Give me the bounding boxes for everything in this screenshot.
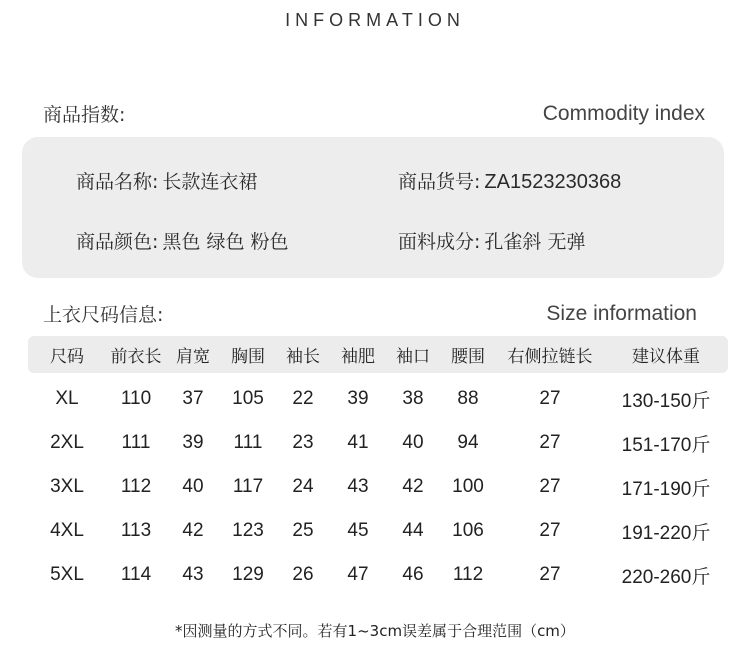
commodity-title-cn: 商品指数: <box>43 104 126 126</box>
table-cell: 27 <box>539 564 561 585</box>
commodity-info-panel <box>22 137 724 278</box>
product-name-field <box>76 167 257 194</box>
table-cell: 94 <box>457 432 479 453</box>
table-cell: 110 <box>120 388 152 409</box>
table-cell: 45 <box>347 520 369 541</box>
product-color-field <box>76 227 289 254</box>
product-fabric-value: 孔雀斜 无弹 <box>484 231 586 253</box>
table-cell: 44 <box>402 520 424 541</box>
table-row <box>28 465 728 509</box>
column-header: 袖长 <box>286 347 320 367</box>
table-cell: 43 <box>182 564 204 585</box>
size-title-cn: 上衣尺码信息: <box>43 304 164 326</box>
commodity-title-en: Commodity index <box>542 101 705 125</box>
page-title: INFORMATION <box>285 10 465 30</box>
product-sku-field <box>398 167 621 194</box>
table-cell: 5XL <box>50 564 84 585</box>
product-color-label: 商品颜色: <box>76 231 159 253</box>
column-header: 腰围 <box>451 347 485 367</box>
table-cell: 39 <box>347 388 369 409</box>
table-cell: 27 <box>539 520 561 541</box>
size-table-header-row <box>28 336 728 373</box>
table-cell: 100 <box>452 476 484 497</box>
table-cell: 25 <box>292 520 314 541</box>
table-cell: 114 <box>120 564 152 585</box>
commodity-section-header <box>43 100 705 127</box>
table-cell: 111 <box>233 432 263 453</box>
product-name-value: 长款连衣裙 <box>162 171 258 193</box>
table-cell: 47 <box>347 564 369 585</box>
table-cell: 191-220斤 <box>621 522 711 544</box>
table-cell: 171-190斤 <box>621 478 711 500</box>
table-cell: 123 <box>232 520 264 541</box>
product-name-label: 商品名称: <box>76 171 159 193</box>
table-row <box>28 421 728 465</box>
table-cell: 38 <box>402 388 424 409</box>
table-cell: 220-260斤 <box>621 566 711 588</box>
table-cell: 39 <box>182 432 204 453</box>
table-cell: 112 <box>452 564 484 585</box>
table-cell: XL <box>55 388 79 409</box>
table-cell: 113 <box>120 520 152 541</box>
table-cell: 2XL <box>50 432 84 453</box>
size-table <box>28 336 728 597</box>
table-cell: 88 <box>457 388 479 409</box>
table-cell: 111 <box>121 432 151 453</box>
product-fabric-label: 面料成分: <box>398 231 481 253</box>
product-color-value: 黑色 绿色 粉色 <box>162 231 289 253</box>
column-header: 袖肥 <box>341 347 375 367</box>
table-cell: 40 <box>402 432 424 453</box>
table-cell: 106 <box>452 520 484 541</box>
table-cell: 129 <box>232 564 264 585</box>
table-cell: 41 <box>347 432 369 453</box>
table-cell: 27 <box>539 388 561 409</box>
table-cell: 24 <box>292 476 314 497</box>
table-cell: 105 <box>232 388 264 409</box>
table-row <box>28 373 728 421</box>
product-fabric-field <box>398 227 585 254</box>
column-header: 右侧拉链长 <box>507 347 593 367</box>
column-header: 袖口 <box>396 347 430 367</box>
table-cell: 27 <box>539 476 561 497</box>
table-cell: 43 <box>347 476 369 497</box>
table-cell: 40 <box>182 476 204 497</box>
table-cell: 130-150斤 <box>621 390 711 412</box>
table-cell: 37 <box>182 388 204 409</box>
table-cell: 151-170斤 <box>621 434 711 456</box>
table-cell: 4XL <box>50 520 84 541</box>
size-section-header <box>43 300 697 327</box>
table-cell: 3XL <box>50 476 84 497</box>
table-cell: 27 <box>539 432 561 453</box>
table-cell: 42 <box>182 520 204 541</box>
table-cell: 42 <box>402 476 424 497</box>
table-cell: 23 <box>292 432 314 453</box>
table-row <box>28 509 728 553</box>
table-cell: 46 <box>402 564 424 585</box>
column-header: 前衣长 <box>110 347 162 367</box>
measurement-footnote: *因测量的方式不同。若有1~3cm误差属于合理范围（cm） <box>175 622 575 640</box>
column-header: 建议体重 <box>632 347 700 367</box>
column-header: 尺码 <box>50 347 84 367</box>
table-cell: 117 <box>232 476 264 497</box>
product-sku-value: ZA1523230368 <box>484 171 622 193</box>
size-title-en: Size information <box>546 301 697 325</box>
table-cell: 112 <box>120 476 152 497</box>
column-header: 胸围 <box>231 347 265 367</box>
table-cell: 26 <box>292 564 314 585</box>
table-cell: 22 <box>292 388 314 409</box>
product-sku-label: 商品货号: <box>398 171 481 193</box>
table-row <box>28 553 728 597</box>
column-header: 肩宽 <box>176 347 210 367</box>
